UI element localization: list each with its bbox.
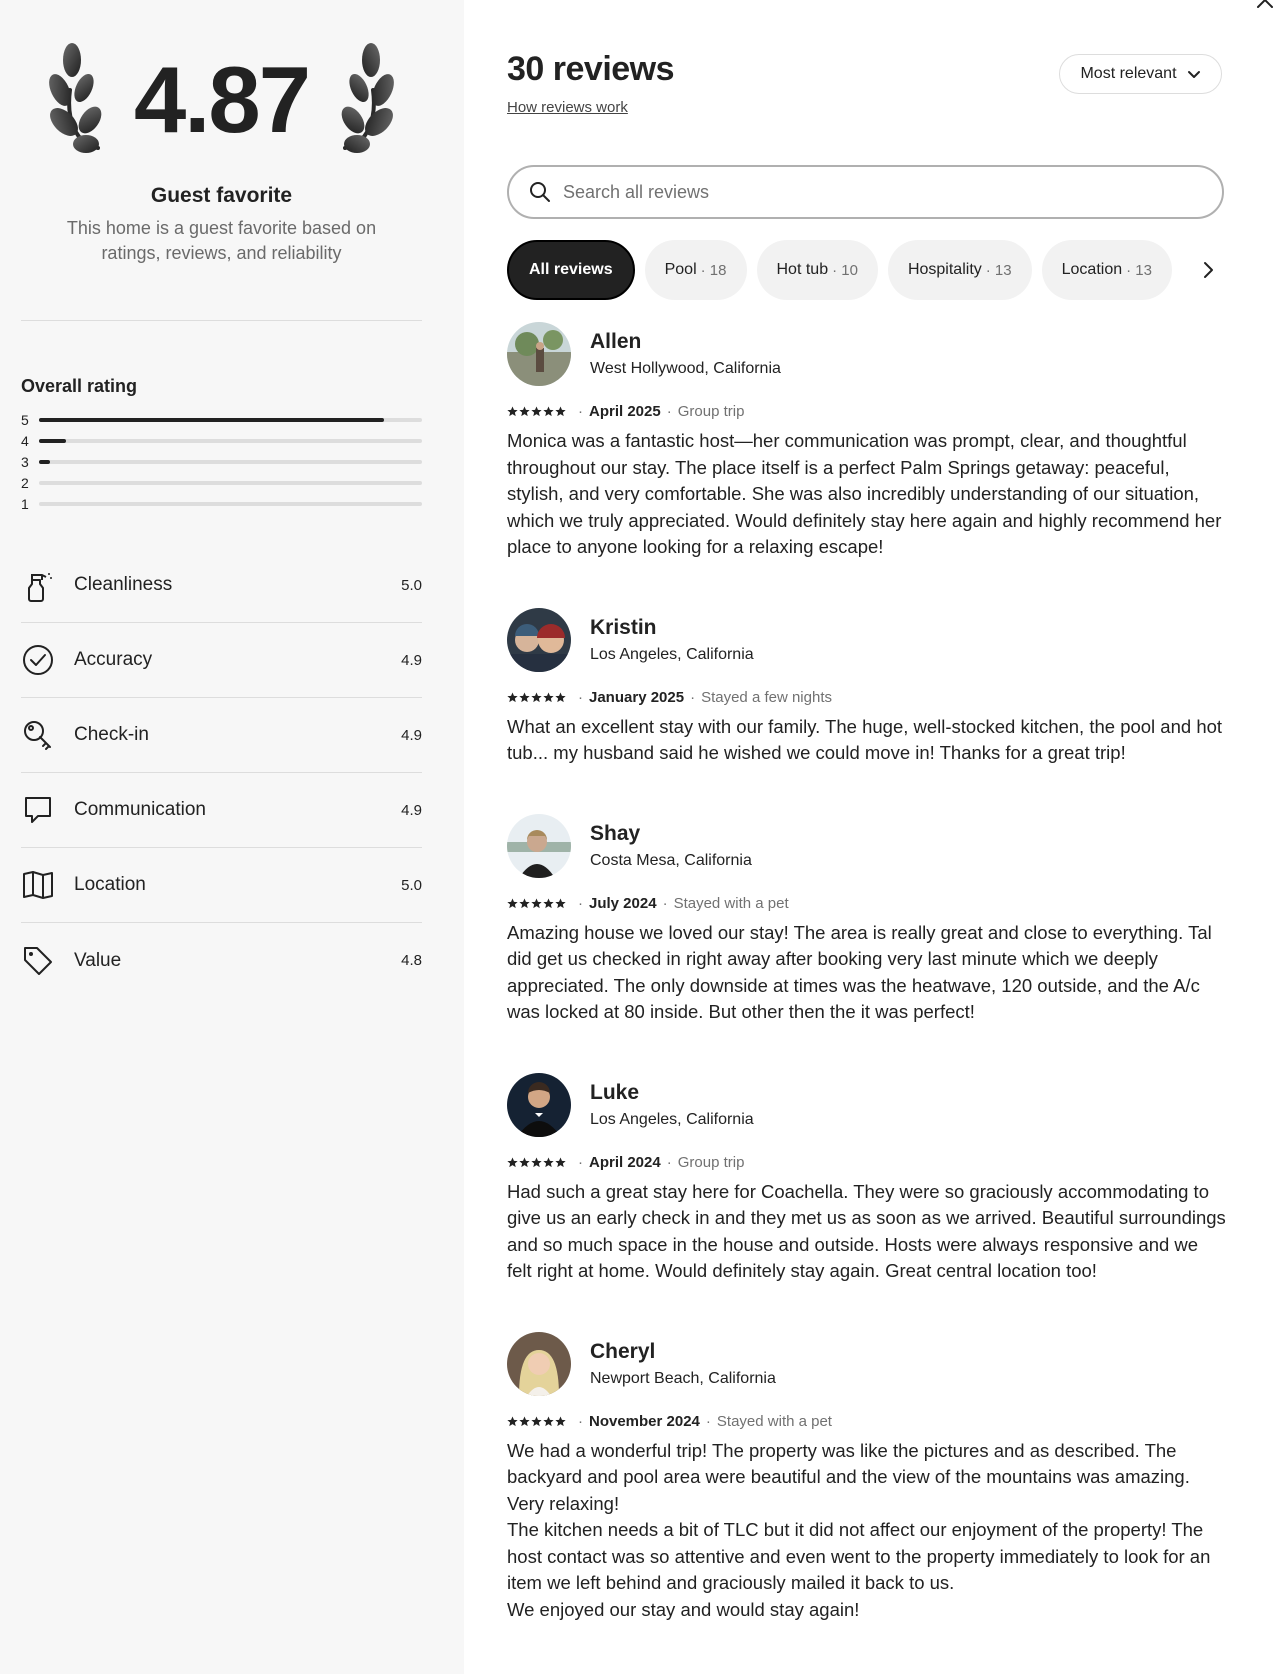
star-icon xyxy=(531,692,542,703)
review-text: Amazing house we loved our stay! The area is really great and close to everything. Tal did get us checked in right away after booking very last minute which we deeply appreciated. The only downside at times was the heatwave, 120 outside, and the A/c was locked at 80 inside. But other then the it was perfect! xyxy=(507,921,1212,1022)
chip-count: · 10 xyxy=(832,261,858,279)
category-label: Cleanliness xyxy=(74,574,173,595)
review-meta xyxy=(507,1413,1227,1430)
category-score: 5.0 xyxy=(401,576,422,594)
distribution-bar xyxy=(39,481,422,485)
category-label: Check-in xyxy=(74,724,149,745)
category-label: Location xyxy=(74,874,146,895)
star-icon xyxy=(543,406,554,417)
tag-icon xyxy=(21,944,55,978)
filter-chip-pool[interactable] xyxy=(645,240,747,300)
review-item xyxy=(507,814,1227,1026)
star-icon xyxy=(543,1157,554,1168)
separator-dot: · xyxy=(666,403,672,420)
reviewer-location: Los Angeles, California xyxy=(590,1110,754,1128)
trip-type: Group trip xyxy=(677,403,745,420)
separator-dot: · xyxy=(705,1412,711,1430)
filter-chip-hot-tub[interactable] xyxy=(757,240,878,300)
category-row-cleanliness xyxy=(21,548,422,623)
distribution-star-label: 5 xyxy=(21,411,29,428)
key-icon xyxy=(21,718,55,752)
avatar[interactable] xyxy=(507,1073,571,1137)
laurel-left-icon xyxy=(46,40,118,160)
star-icon xyxy=(555,692,566,703)
distribution-bar xyxy=(39,439,422,443)
reviewer-name: Shay xyxy=(590,821,641,845)
separator-dot: · xyxy=(578,403,583,420)
star-icon xyxy=(543,1416,554,1427)
review-date: April 2025 xyxy=(589,403,661,420)
reviewer-location: West Hollywood, California xyxy=(590,360,781,377)
trip-type: Stayed with a pet xyxy=(716,1412,832,1430)
star-icon xyxy=(531,1157,542,1168)
star-icon xyxy=(555,1157,566,1168)
separator-dot: · xyxy=(578,1153,583,1171)
rating-summary-panel xyxy=(0,0,464,1674)
star-icon xyxy=(507,1157,518,1168)
review-header xyxy=(507,1332,1227,1396)
distribution-bar xyxy=(39,418,422,422)
chevron-down-icon xyxy=(1187,67,1201,81)
star-icon xyxy=(555,406,566,417)
separator-dot: · xyxy=(578,1412,583,1430)
search-input[interactable] xyxy=(563,182,1163,203)
distribution-row xyxy=(21,493,422,514)
review-header xyxy=(507,608,1227,672)
distribution-row xyxy=(21,451,422,472)
review-header xyxy=(507,322,1227,386)
filter-chip-location[interactable] xyxy=(1042,240,1172,300)
distribution-star-label: 3 xyxy=(21,453,29,470)
star-icon xyxy=(531,406,542,417)
reviews-count-title: 30 reviews xyxy=(507,50,675,88)
category-label: Value xyxy=(74,949,122,971)
avatar[interactable] xyxy=(507,608,571,672)
star-rating xyxy=(507,406,566,417)
distribution-row xyxy=(21,430,422,451)
chip-count: · 18 xyxy=(700,261,727,279)
chip-count: · 13 xyxy=(985,261,1012,279)
review-item xyxy=(507,1332,1227,1624)
reviewer-location: Los Angeles, California xyxy=(590,645,754,663)
reviewer-name: Allen xyxy=(590,330,642,353)
star-icon xyxy=(531,898,542,909)
distribution-star-label: 1 xyxy=(21,495,29,512)
review-meta xyxy=(507,1154,1227,1171)
review-item xyxy=(507,1073,1227,1285)
chip-label: Hospitality xyxy=(907,261,982,278)
distribution-bar xyxy=(39,502,422,506)
review-date: July 2024 xyxy=(589,894,657,912)
how-reviews-work-link[interactable]: How reviews work xyxy=(507,99,628,116)
filter-chip-all-reviews[interactable] xyxy=(507,240,635,300)
trip-type: Stayed a few nights xyxy=(701,688,832,706)
category-row-communication xyxy=(21,773,422,848)
star-rating xyxy=(507,1157,566,1168)
review-search-box[interactable] xyxy=(507,165,1224,219)
review-text: Had such a great stay here for Coachella. They were so graciously accommodating to give us an early check in and they met us as soon as we arrived. Beautiful surroundings and so much space in the house and outside. Hosts were always responsive and we felt right at home. Would definitely stay again. Great central location too! xyxy=(507,1180,1226,1281)
category-row-value xyxy=(21,923,422,998)
separator-dot: · xyxy=(578,894,583,912)
review-meta xyxy=(507,689,1227,706)
avatar[interactable] xyxy=(507,322,571,386)
star-icon xyxy=(519,1157,530,1168)
reviewer-name: Kristin xyxy=(590,615,657,639)
category-row-check-in xyxy=(21,698,422,773)
category-ratings xyxy=(21,548,422,998)
reviewer-name: Luke xyxy=(590,1080,640,1104)
filter-chip-hospitality[interactable] xyxy=(888,240,1032,300)
star-icon xyxy=(543,898,554,909)
spray-bottle-icon xyxy=(21,568,55,602)
star-icon xyxy=(555,1416,566,1427)
review-meta xyxy=(507,403,1227,420)
review-text: We had a wonderful trip! The property was like the pictures and as described. The backyard and pool area were beautiful and the view of the mountains was amazing. Very relaxing! The kitchen needs a bit of TLC but it did not affect our enjoyment of the property! The host contact was so attentive and even went to the property immediately to look for an item we left behind and graciously mailed it back to us. We enjoyed our stay and would stay again! xyxy=(507,1439,1211,1620)
distribution-star-label: 4 xyxy=(21,432,29,449)
distribution-star-label: 2 xyxy=(21,474,29,491)
star-icon xyxy=(507,1416,518,1427)
star-rating xyxy=(507,1416,566,1427)
chip-count: · 13 xyxy=(1126,261,1152,279)
star-rating xyxy=(507,692,566,703)
chat-bubble-icon xyxy=(21,793,55,827)
review-date: April 2024 xyxy=(589,1153,661,1171)
star-icon xyxy=(519,898,530,909)
sort-dropdown-button[interactable] xyxy=(1059,54,1222,94)
category-label: Communication xyxy=(74,799,206,820)
category-score: 4.9 xyxy=(401,726,422,744)
category-label: Accuracy xyxy=(74,649,153,670)
separator-dot: · xyxy=(666,1153,672,1171)
star-icon xyxy=(555,898,566,909)
laurel-right-icon xyxy=(325,40,397,160)
chip-label: All reviews xyxy=(529,261,613,278)
review-item xyxy=(507,322,1227,561)
review-text: What an excellent stay with our family. The huge, well-stocked kitchen, the pool and hot tub... my husband said he wished we could move in! Thanks for a great trip! xyxy=(507,715,1223,763)
category-score: 4.9 xyxy=(401,801,422,819)
avatar[interactable] xyxy=(507,814,571,878)
search-icon xyxy=(529,181,551,203)
review-filter-chips xyxy=(507,240,1220,300)
star-icon xyxy=(519,1416,530,1427)
separator-dot: · xyxy=(690,688,696,706)
review-header xyxy=(507,814,1227,878)
sort-label: Most relevant xyxy=(1080,65,1177,82)
star-icon xyxy=(507,406,518,417)
review-item xyxy=(507,608,1227,767)
map-icon xyxy=(21,868,55,902)
review-list xyxy=(507,322,1227,1670)
category-score: 5.0 xyxy=(401,876,422,894)
review-date: November 2024 xyxy=(589,1412,700,1430)
chip-label: Hot tub xyxy=(776,261,829,278)
star-rating xyxy=(507,898,566,909)
chip-label: Pool xyxy=(664,261,697,278)
reviewer-name: Cheryl xyxy=(590,1339,656,1363)
guest-favorite-description: This home is a guest favorite based on ratings, reviews, and reliability xyxy=(66,218,377,263)
review-meta xyxy=(507,895,1227,912)
star-icon xyxy=(507,692,518,703)
close-icon[interactable] xyxy=(1253,0,1277,12)
distribution-row xyxy=(21,472,422,493)
reviewer-location: Costa Mesa, California xyxy=(590,851,752,869)
trip-type: Stayed with a pet xyxy=(673,894,789,912)
rating-hero xyxy=(21,0,422,190)
category-row-location xyxy=(21,848,422,923)
summary-divider xyxy=(21,320,422,321)
separator-dot: · xyxy=(578,688,583,706)
review-date: January 2025 xyxy=(589,688,685,706)
review-text: Monica was a fantastic host—her communication was prompt, clear, and thoughtful throughout our stay. The place itself is a perfect Palm Springs getaway: peaceful, stylish, and very comfortable. She was also incredibly understanding of our situation, which we truly appreciated. Would definitely stay here again and highly recommend her place to anyone looking for a relaxing escape! xyxy=(507,430,1222,557)
distribution-bar-fill xyxy=(39,439,66,443)
rating-distribution xyxy=(21,409,422,514)
distribution-bar-fill xyxy=(39,460,50,464)
chevron-right-icon[interactable] xyxy=(1196,258,1220,282)
category-row-accuracy xyxy=(21,623,422,698)
review-header xyxy=(507,1073,1227,1137)
overall-score: 4.87 xyxy=(134,47,309,152)
reviewer-location: Newport Beach, California xyxy=(590,1369,776,1387)
star-icon xyxy=(507,898,518,909)
separator-dot: · xyxy=(662,894,668,912)
category-score: 4.8 xyxy=(401,952,422,969)
trip-type: Group trip xyxy=(677,1153,745,1171)
category-score: 4.9 xyxy=(401,651,422,669)
distribution-bar xyxy=(39,460,422,464)
star-icon xyxy=(519,406,530,417)
distribution-row xyxy=(21,409,422,430)
overall-rating-label: Overall rating xyxy=(21,376,138,396)
check-circle-icon xyxy=(21,643,55,677)
star-icon xyxy=(519,692,530,703)
guest-favorite-title: Guest favorite xyxy=(150,184,293,207)
star-icon xyxy=(543,692,554,703)
avatar[interactable] xyxy=(507,1332,571,1396)
star-icon xyxy=(531,1416,542,1427)
chip-label: Location xyxy=(1061,261,1123,278)
distribution-bar-fill xyxy=(39,418,384,422)
